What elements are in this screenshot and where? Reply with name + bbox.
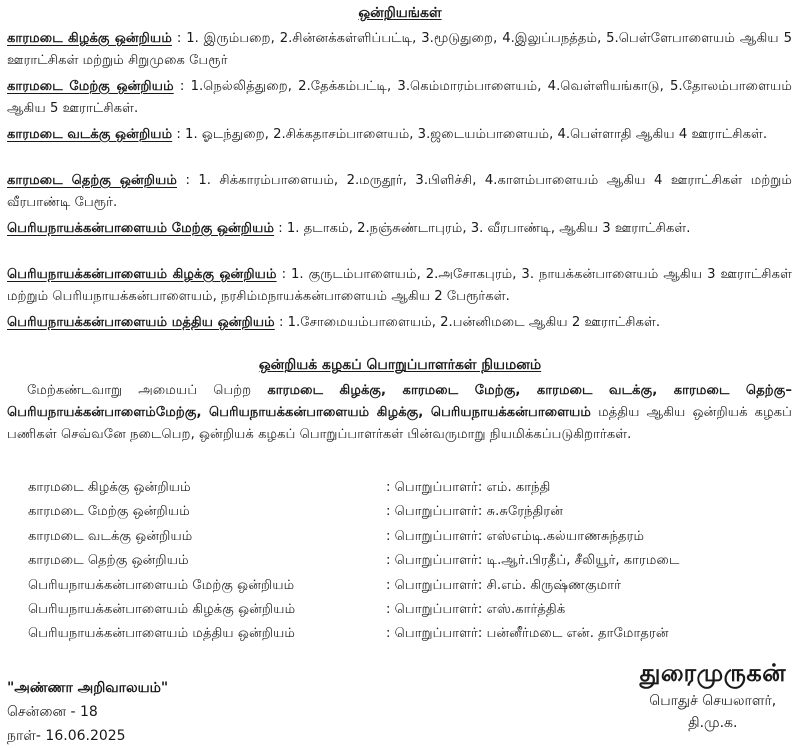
appointment-union: காரமடை தெற்கு ஒன்றியம்: [28, 553, 189, 569]
union-paragraph-pn-palayam-west: [7, 218, 792, 240]
union-text: : 1. ஓடந்துறை, 2.சிக்கதாசம்பாளையம், 3.ஜடையம்பாளையம், 4.பெள்ளாதி ஆகிய 4 ஊராட்சிகள்.: [176, 127, 768, 142]
appointment-row: [28, 598, 788, 622]
unions-heading: ஒன்றியங்கள்: [358, 5, 442, 21]
appointment-union: காரமடை கிழக்கு ஒன்றியம்: [28, 480, 191, 495]
intro-before: மேற்கண்டவாறு அமையப் பெற்ற: [27, 383, 268, 398]
union-title: காரமடை மேற்கு ஒன்றியம்: [7, 79, 174, 94]
union-text: : 1. தடாகம், 2.நஞ்சுண்டாபுரம், 3. வீரபாண்டி, ஆகிய 3 ஊராட்சிகள்.: [278, 221, 691, 236]
signatory-name: துரைமுருகன்: [639, 659, 786, 687]
party-name: தி.மு.க.: [688, 715, 738, 731]
appointment-union: காரமடை மேற்கு ஒன்றியம்: [28, 504, 190, 520]
union-paragraph-karamadai-east: [7, 28, 792, 72]
office-city: சென்னை - 18: [7, 704, 98, 720]
appointments-table: [28, 476, 788, 647]
appointments-intro: [7, 380, 792, 446]
union-text: : 1.நெல்லித்துறை, 2.தேக்கம்பட்டி, 3.கெம்மாரம்பாளையம், 4.வெள்ளியங்காடு, 5.தோலம்பாளையம் ஆகிய 5 ஊராட்சிகள்.: [7, 79, 792, 116]
union-paragraph-karamadai-west: [7, 76, 792, 120]
issue-date: நாள்- 16.06.2025: [7, 728, 126, 744]
union-title: பெரியநாயக்கன்பாளையம் மேற்கு ஒன்றியம்: [7, 221, 275, 236]
appointment-person: : பொறுப்பாளர்: எஸ்.கார்த்திக்: [386, 601, 566, 617]
union-title: காரமடை கிழக்கு ஒன்றியம்: [7, 31, 172, 46]
union-text: : 1. சிக்காரம்பாளையம், 2.மருதூர், 3.பிளிச்சி, 4.காளம்பாளையம் ஆகிய 4 ஊராட்சிகள் மற்றும் வீரபாண்டி பேரூர்.: [7, 173, 793, 210]
union-title: பெரியநாயக்கன்பாளையம் மத்திய ஒன்றியம்: [7, 315, 275, 330]
appointment-union: பெரியநாயக்கன்பாளையம் மத்திய ஒன்றியம்: [28, 626, 295, 642]
appointment-row: [28, 574, 788, 598]
union-paragraph-karamadai-south: [7, 170, 792, 214]
appointment-row: [28, 500, 788, 524]
union-paragraph-pn-palayam-east: [7, 264, 792, 308]
appointment-union: பெரியநாயக்கன்பாளையம் கிழக்கு ஒன்றியம்: [28, 601, 296, 617]
appointment-person: : பொறுப்பாளர்: சி.எம். கிருஷ்ணகுமார்: [386, 577, 621, 593]
union-paragraph-pn-palayam-central: [7, 312, 792, 334]
intro-bold-unions: காரமடை கிழக்கு, காரமடை மேற்கு, காரமடை வடக்கு, காரமடை தெற்கு– பெரியநாயக்கன்பாளைம்மேற்கு, பெரியநாயக்கன்பாளையம் கிழக்கு, பெரியநாயக்கன்பாளையம்: [7, 383, 792, 420]
appointment-row: [28, 525, 788, 549]
intro-after: மத்திய ஆகிய ஒன்றியக் கழகப் பணிகள் செவ்வனே நடைபெற, ஒன்றியக் கழகப் பொறுப்பாளர்கள் பின்வருமாறு நியமிக்கப்படுகிறார்கள்.: [7, 405, 792, 442]
footer-address-block: [7, 676, 168, 748]
appointment-person: : பொறுப்பாளர்: எம். காந்தி: [386, 480, 551, 495]
union-paragraph-karamadai-north: [7, 124, 792, 146]
appointment-person: : பொறுப்பாளர்: பன்னீர்மடை என். தாமோதரன்: [386, 626, 669, 642]
appointment-union: பெரியநாயக்கன்பாளையம் மேற்கு ஒன்றியம்: [28, 577, 295, 593]
appointments-heading: ஒன்றியக் கழகப் பொறுப்பாளர்கள் நியமனம்: [258, 357, 542, 373]
signature-block: [640, 656, 786, 734]
appointment-row: [28, 549, 788, 573]
union-title: காரமடை தெற்கு ஒன்றியம்: [7, 173, 178, 188]
appointment-person: : பொறுப்பாளர்: சு.சுரேந்திரன்: [386, 504, 564, 520]
union-title: பெரியநாயக்கன்பாளையம் கிழக்கு ஒன்றியம்: [7, 267, 277, 282]
appointment-row: [28, 622, 788, 646]
union-title: காரமடை வடக்கு ஒன்றியம்: [7, 127, 173, 142]
appointment-person: : பொறுப்பாளர்: டி.ஆர்.பிரதீப், சீலியூர், காரமடை: [386, 553, 680, 569]
appointment-union: காரமடை வடக்கு ஒன்றியம்: [28, 528, 193, 544]
office-name: "அண்ணா அறிவாலயம்": [7, 680, 169, 696]
union-text: : 1. இரும்பறை, 2.சின்னக்கள்ளிப்பட்டி, 3.மூடுதுறை, 4.இலுப்பநத்தம், 5.பெள்ளேபாளையம் ஆகிய 5 ஊராட்சிகள் மற்றும் சிறுமுகை பேரூர்: [7, 31, 792, 68]
appointment-person: : பொறுப்பாளர்: எஸ்எம்டி.கல்யாணசுந்தரம்: [386, 528, 645, 544]
appointment-row: [28, 476, 788, 500]
union-text: : 1.சோமையம்பாளையம், 2.பன்னிமடை ஆகிய 2 ஊராட்சிகள்.: [279, 315, 661, 330]
signatory-designation: பொதுச் செயலாளர்,: [649, 693, 777, 709]
union-text: : 1. குருடம்பாளையம், 2.அசோகபுரம், 3. நாயக்கன்பாளையம் ஆகிய 3 ஊராட்சிகள் மற்றும் பெரியநாயக்கன்பாளையம், நரசிம்மநாயக்கன்பாளையம் ஆகிய 2 பேரூர்கள்.: [7, 267, 792, 304]
